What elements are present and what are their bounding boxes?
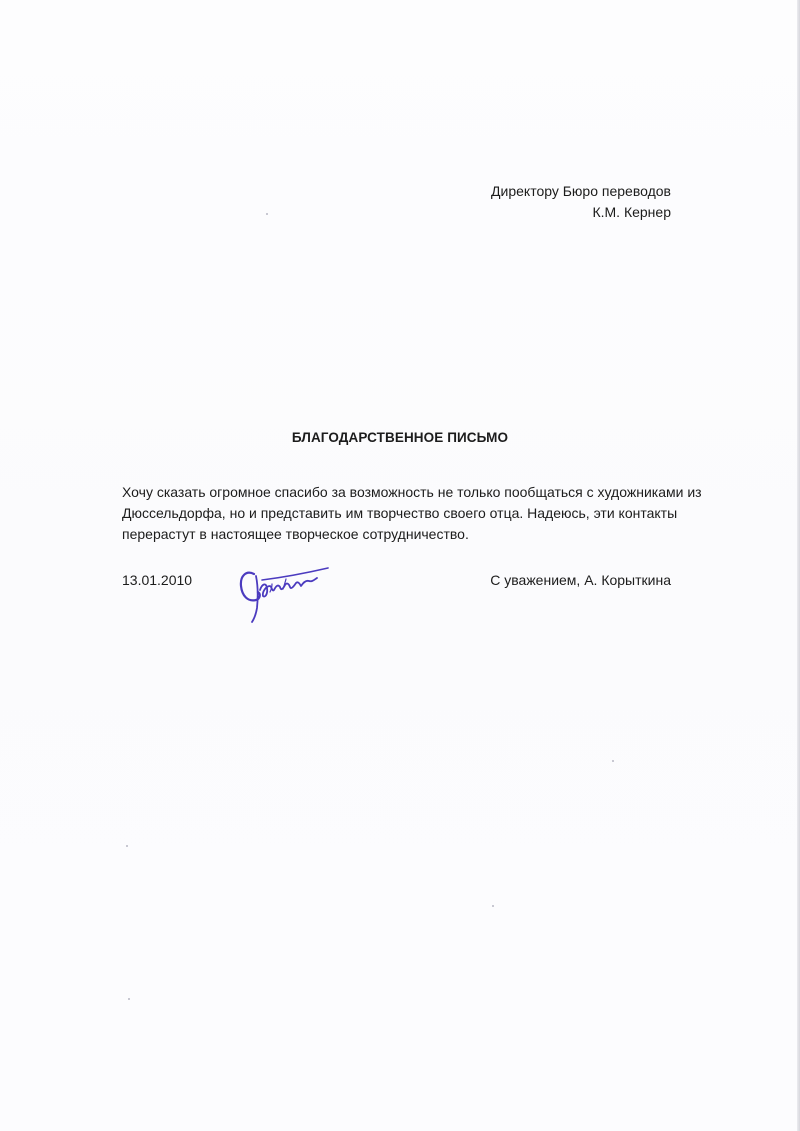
recipient-position: Директору Бюро переводов [491, 183, 671, 199]
letter-closing: С уважением, А. Корыткина [490, 572, 671, 588]
body-line: перерастут в настоящее творческое сотрудничество. [122, 526, 469, 542]
handwritten-signature [232, 556, 336, 628]
body-line: Хочу сказать огромное спасибо за возможность не только пообщаться с художниками из [122, 484, 702, 500]
scan-speck [492, 905, 494, 907]
letter-date: 13.01.2010 [122, 572, 193, 588]
recipient-block [491, 181, 671, 223]
scan-speck [128, 998, 130, 1000]
scan-speck [126, 845, 128, 847]
letter-body [122, 482, 702, 545]
scan-speck [612, 760, 614, 762]
body-line: Дюссельдорфа, но и представить им творчество своего отца. Надеюсь, эти контакты [122, 505, 678, 521]
recipient-name: К.М. Кернер [592, 204, 671, 220]
scan-speck [266, 213, 268, 215]
letter-title: БЛАГОДАРСТВЕННОЕ ПИСЬМО [291, 430, 509, 445]
